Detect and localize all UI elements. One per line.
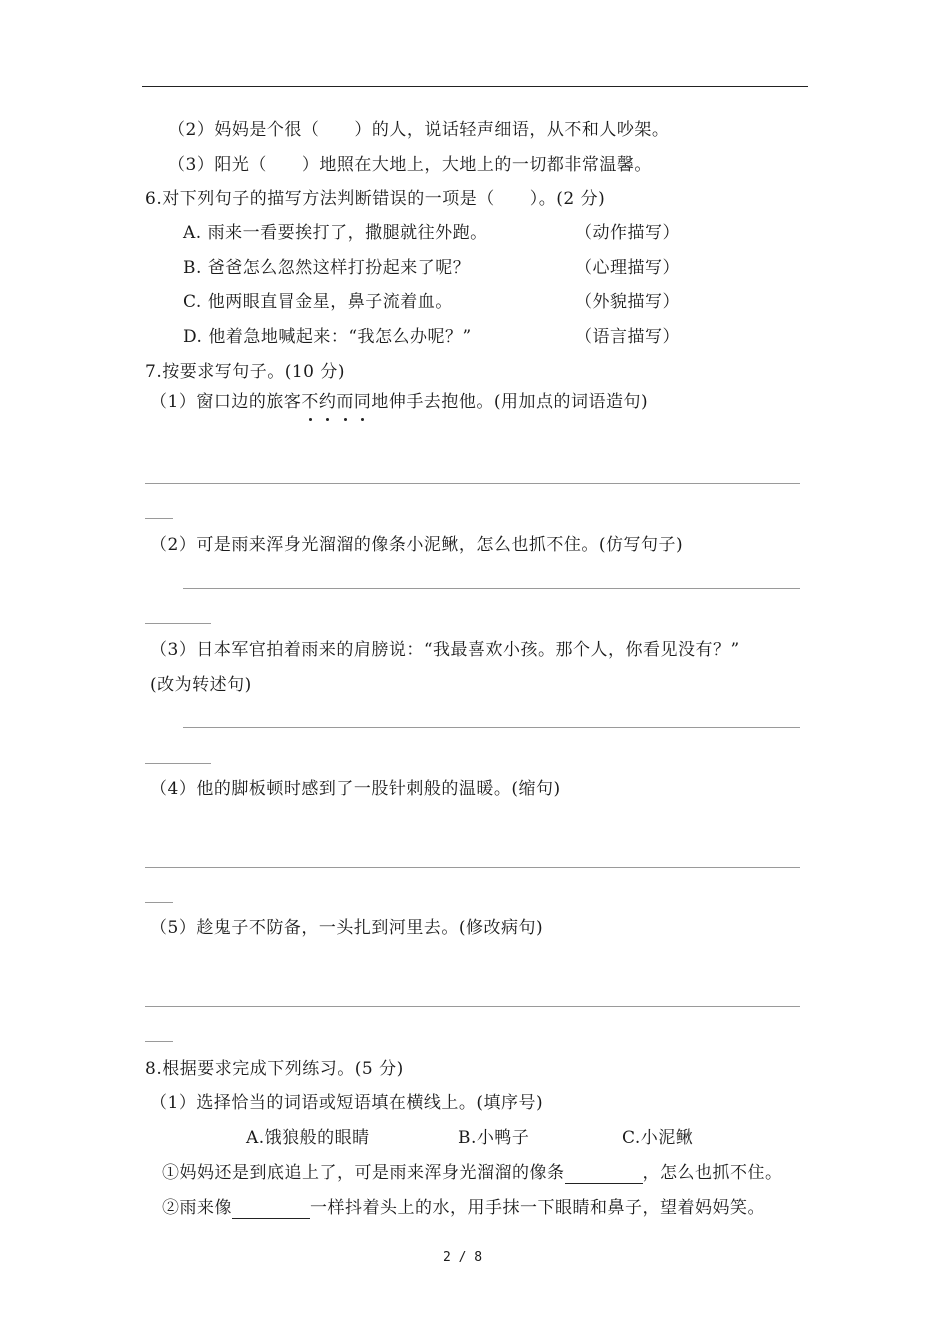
answer-line-tail: [145, 623, 211, 624]
answer-line[interactable]: [145, 867, 800, 868]
choice-a: A.饿狼般的眼睛: [246, 1128, 370, 1148]
fill-blank[interactable]: [232, 1200, 310, 1219]
q6-option-c-tag: （外貌描写）: [575, 292, 680, 312]
answer-line[interactable]: [145, 483, 800, 484]
q6-title: 6.对下列句子的描写方法判断错误的一项是（ ）。(2 分): [145, 189, 606, 209]
answer-line-tail: [145, 902, 173, 903]
q7-sentence-4: （4）他的脚板顿时感到了一股针刺般的温暖。(缩句): [150, 779, 561, 799]
q7-sentence-2: （2）可是雨来浑身光溜溜的像条小泥鳅，怎么也抓不住。(仿写句子): [150, 535, 684, 555]
q8-title: 8.根据要求完成下列练习。(5 分): [145, 1059, 404, 1079]
q6-option-a-tag: （动作描写）: [575, 223, 680, 243]
q8-fill-2: [162, 1197, 765, 1219]
q5-item-3: （3）阳光（ ）地照在大地上，大地上的一切都非常温馨。: [168, 155, 652, 175]
q8-fill-1-pre: ①妈妈还是到底追上了，可是雨来浑身光溜溜的像条: [162, 1163, 565, 1183]
choice-b: B.小鸭子: [458, 1128, 530, 1148]
q6-option-b-tag: （心理描写）: [575, 258, 680, 278]
answer-line-tail: [145, 763, 211, 764]
q7-s1-post: 地伸手去抱他。(用加点的词语造句): [371, 392, 649, 412]
q6-option-c: C. 他两眼直冒金星，鼻子流着血。: [183, 292, 453, 312]
answer-line[interactable]: [145, 1006, 800, 1007]
q6-option-d: D. 他着急地喊起来：“我怎么办呢？”: [183, 327, 472, 347]
q7-sentence-3-instruction: (改为转述句): [150, 675, 252, 695]
dotted-char: 同: [353, 392, 372, 412]
answer-line-tail: [145, 518, 173, 519]
q5-item-2: （2）妈妈是个很（ ）的人，说话轻声细语，从不和人吵架。: [168, 120, 670, 140]
q7-sentence-5: （5）趁鬼子不防备，一头扎到河里去。(修改病句): [150, 918, 544, 938]
q7-s1-pre: （1）窗口边的旅客: [150, 392, 302, 412]
q7-sentence-3: （3）日本军官拍着雨来的肩膀说：“我最喜欢小孩。那个人，你看见没有？”: [150, 640, 740, 660]
q8-fill-2-post: 一样抖着头上的水，用手抹一下眼睛和鼻子，望着妈妈笑。: [310, 1198, 765, 1218]
q7-title: 7.按要求写句子。(10 分): [145, 362, 346, 382]
dotted-char: 不: [301, 392, 319, 412]
q8-sub-1: （1）选择恰当的词语或短语填在横线上。(填序号): [150, 1093, 544, 1113]
q6-option-a: A. 雨来一看要挨打了，撒腿就往外跑。: [183, 223, 488, 243]
q8-fill-1-post: ，怎么也抓不住。: [642, 1163, 783, 1183]
choice-c: C.小泥鳅: [622, 1128, 694, 1148]
answer-line-tail: [145, 1041, 173, 1042]
q6-option-d-tag: （语言描写）: [575, 327, 680, 347]
page-number: 2 / 8: [443, 1250, 483, 1265]
q7-sentence-1: [150, 391, 648, 413]
answer-line[interactable]: [183, 727, 800, 728]
dotted-char: 约: [318, 392, 337, 412]
q6-option-b: B. 爸爸怎么忽然这样打扮起来了呢？: [183, 258, 471, 278]
fill-blank[interactable]: [565, 1165, 643, 1184]
q8-fill-1: [162, 1162, 783, 1184]
answer-line[interactable]: [183, 588, 800, 589]
dotted-char: 而: [336, 392, 354, 412]
header-rule: [142, 86, 808, 87]
q8-fill-2-pre: ②雨来像: [162, 1198, 232, 1218]
